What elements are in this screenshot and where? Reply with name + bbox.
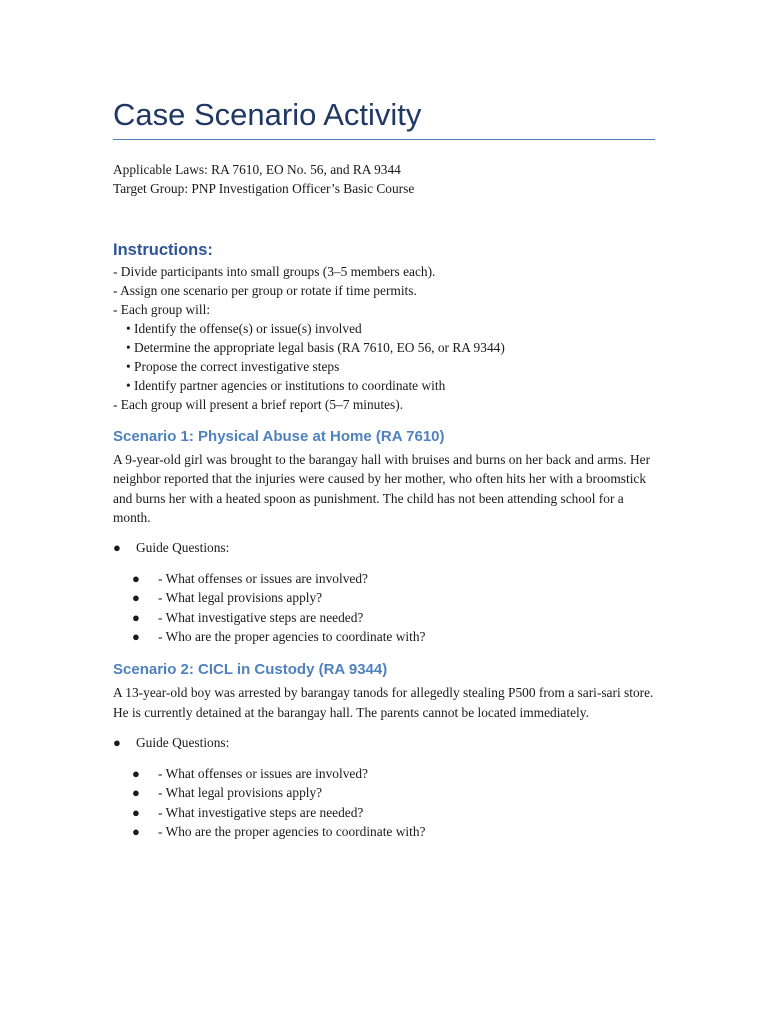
instruction-sub-item: • Determine the appropriate legal basis (RA 7610, EO 56, or RA 9344)	[126, 340, 505, 355]
instruction-line: - Each group will present a brief report (5–7 minutes).	[113, 397, 404, 412]
instruction-line: - Assign one scenario per group or rotate if time permits.	[113, 283, 417, 298]
bullet-icon: ●	[132, 571, 140, 587]
scenario-2-text: A 13-year-old boy was arrested by barangay tanods for allegedly stealing P500 from a sari-sari store. He is currently detained at the barangay hall. The parents cannot be located immediately.	[113, 685, 654, 720]
bullet-icon: ●	[132, 629, 140, 645]
instructions-heading: Instructions:	[113, 241, 213, 259]
list-item	[132, 822, 655, 841]
list-item	[132, 608, 655, 627]
title-divider	[113, 139, 655, 140]
question-text: - What offenses or issues are involved?	[158, 571, 368, 587]
scenario-2-guide-label	[113, 733, 655, 752]
instruction-sub-item: • Propose the correct investigative steps	[126, 359, 340, 374]
bullet-icon: ●	[132, 765, 140, 781]
list-item	[132, 569, 655, 588]
list-item	[132, 783, 655, 802]
list-item	[132, 764, 655, 783]
page-title: Case Scenario Activity	[113, 97, 422, 132]
bullet-icon: ●	[113, 540, 121, 556]
bullet-icon: ●	[132, 609, 140, 625]
scenario-2-questions	[113, 764, 655, 841]
target-group: Target Group: PNP Investigation Officer’s Basic Course	[113, 181, 415, 196]
list-item	[132, 627, 655, 646]
bullet-icon: ●	[113, 734, 121, 750]
scenario-1-questions	[113, 569, 655, 646]
question-text: - Who are the proper agencies to coordinate with?	[158, 823, 426, 839]
scenario-1-guide-label	[113, 538, 655, 557]
question-text: - What legal provisions apply?	[158, 590, 323, 606]
instruction-sub-item: • Identify the offense(s) or issue(s) involved	[126, 321, 362, 336]
guide-label-text: Guide Questions:	[136, 734, 230, 750]
instruction-sub-item: • Identify partner agencies or institutions to coordinate with	[126, 378, 446, 393]
list-item	[132, 803, 655, 822]
list-item	[132, 588, 655, 607]
document-body	[113, 96, 655, 841]
bullet-icon: ●	[132, 823, 140, 839]
question-text: - What offenses or issues are involved?	[158, 765, 368, 781]
question-text: - What investigative steps are needed?	[158, 609, 364, 625]
bullet-icon: ●	[132, 785, 140, 801]
instructions-list	[113, 262, 655, 414]
bullet-icon: ●	[132, 804, 140, 820]
instruction-line: - Each group will:	[113, 302, 211, 317]
question-text: - What legal provisions apply?	[158, 785, 323, 801]
scenario-1-text: A 9-year-old girl was brought to the barangay hall with bruises and burns on her back and arms. Her neighbor reported that the injuries were caused by her mother, who often hits her with a broomstick and burns her with a heated spoon as punishment. The child has not been attending school for a month.	[113, 452, 651, 525]
guide-label-text: Guide Questions:	[136, 540, 230, 556]
question-text: - Who are the proper agencies to coordinate with?	[158, 629, 426, 645]
instruction-line: - Divide participants into small groups (3–5 members each).	[113, 264, 436, 279]
question-text: - What investigative steps are needed?	[158, 804, 364, 820]
scenario-2-heading: Scenario 2: CICL in Custody (RA 9344)	[113, 661, 388, 679]
scenario-1-heading: Scenario 1: Physical Abuse at Home (RA 7610)	[113, 428, 445, 445]
applicable-laws: Applicable Laws: RA 7610, EO No. 56, and RA 9344	[113, 162, 401, 177]
meta-block	[113, 160, 655, 198]
bullet-icon: ●	[132, 590, 140, 606]
